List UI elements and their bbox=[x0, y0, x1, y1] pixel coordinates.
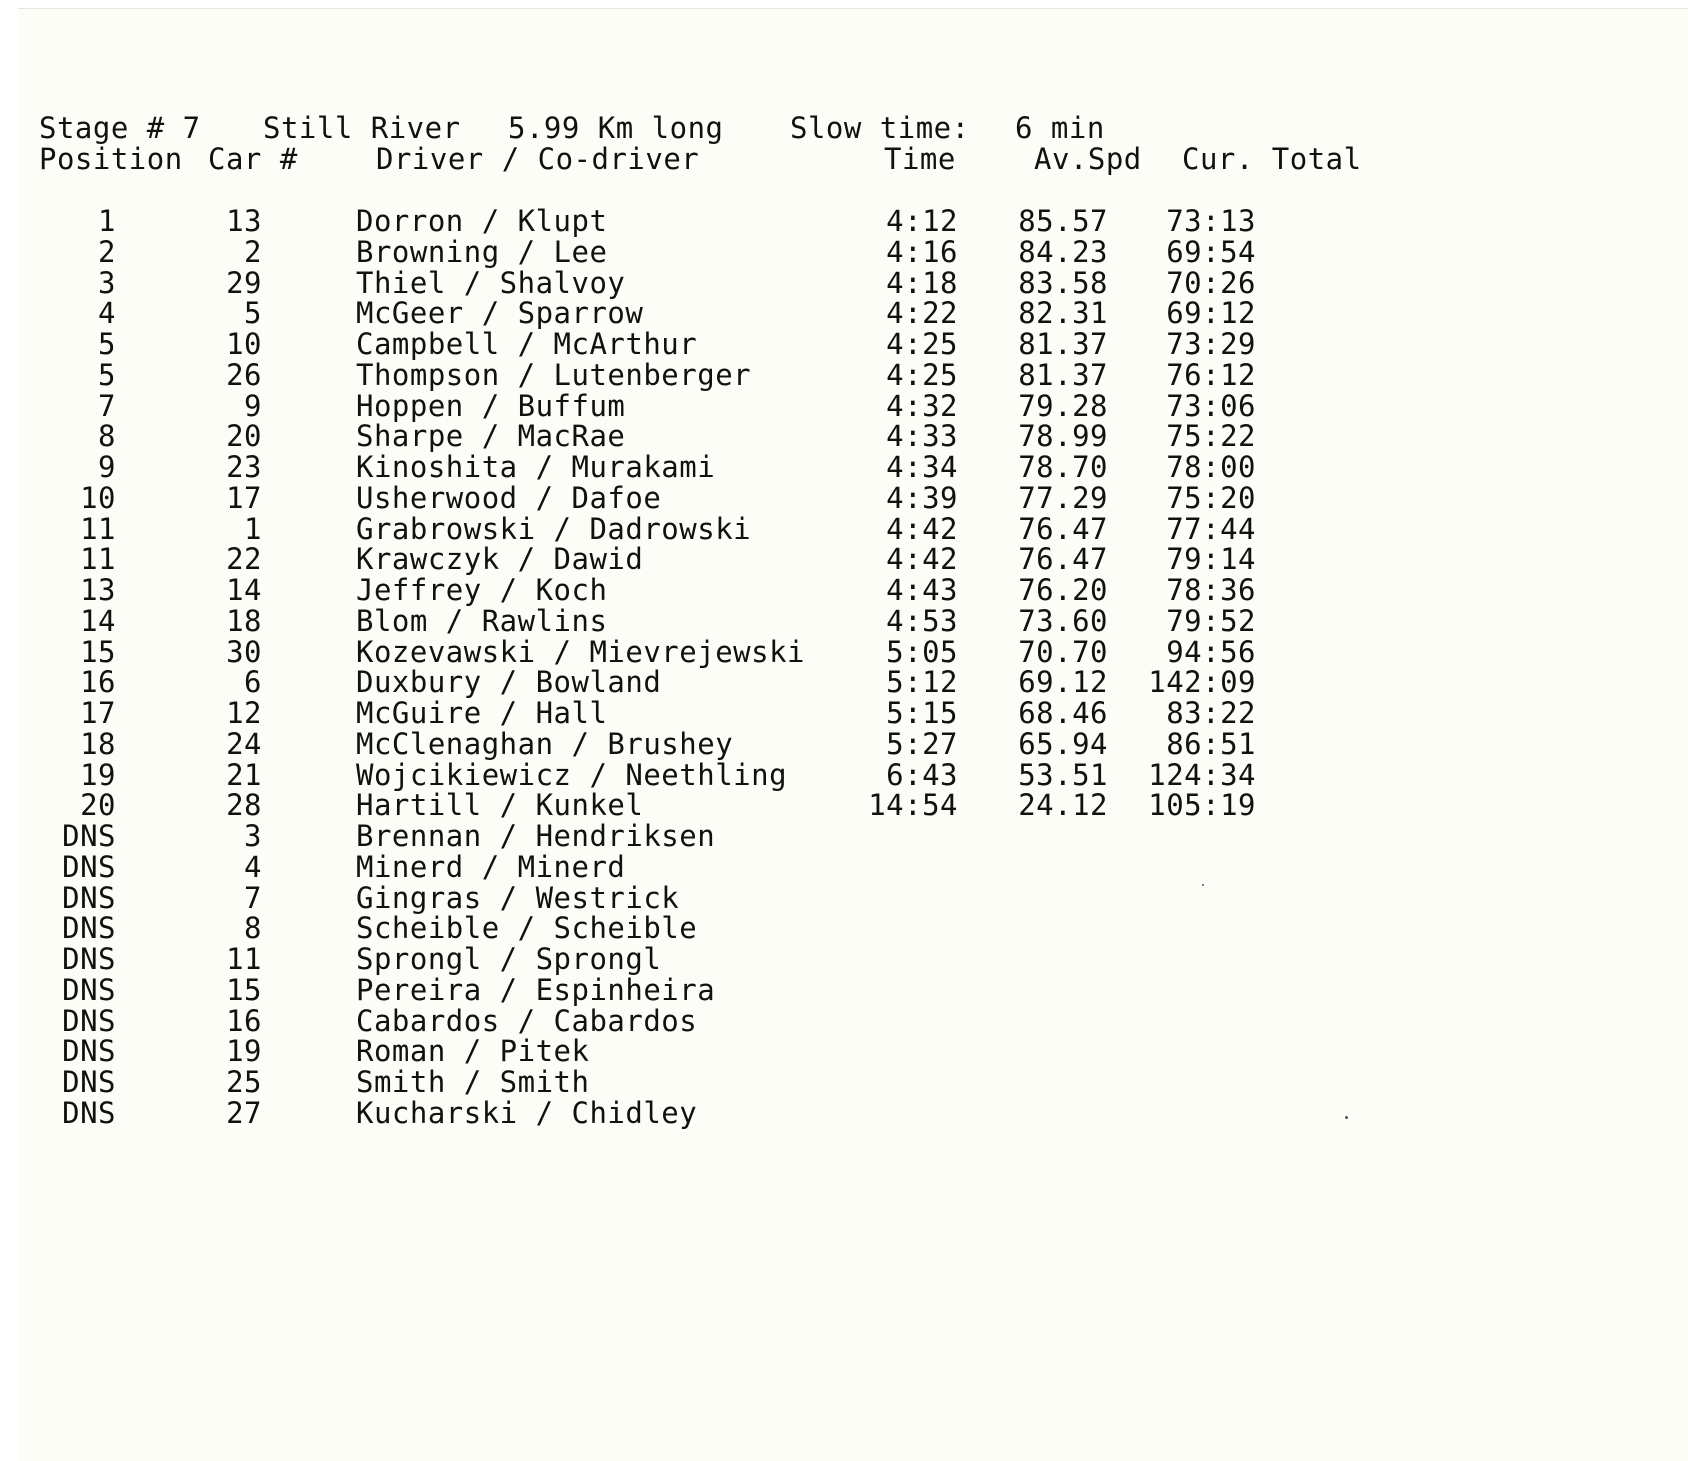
car-cell: 20 bbox=[226, 419, 262, 454]
total-cell: 86:51 bbox=[1166, 726, 1256, 761]
crew-cell: Dorron / Klupt bbox=[356, 204, 608, 238]
position-cell: 7 bbox=[98, 388, 116, 423]
position-cell: 16 bbox=[80, 665, 116, 700]
time-cell: 4:53 bbox=[886, 603, 958, 638]
position-cell: 9 bbox=[98, 450, 116, 484]
total-cell: 105:19 bbox=[1148, 788, 1256, 823]
car-cell: 24 bbox=[226, 726, 262, 761]
position-cell: 18 bbox=[80, 726, 116, 761]
car-cell: 26 bbox=[226, 357, 262, 392]
time-cell: 5:12 bbox=[886, 665, 958, 700]
table-row bbox=[18, 943, 1668, 976]
car-cell: 3 bbox=[244, 819, 262, 853]
crew-cell: Kinoshita / Murakami bbox=[356, 450, 716, 484]
speed-cell: 77.29 bbox=[1018, 480, 1108, 515]
table-row bbox=[18, 882, 1668, 915]
results-sheet bbox=[18, 8, 1688, 1461]
car-cell: 13 bbox=[226, 204, 262, 238]
table-row bbox=[18, 605, 1668, 638]
car-cell: 14 bbox=[226, 573, 262, 607]
crew-cell: Krawczyk / Dawid bbox=[356, 542, 644, 577]
total-cell: 75:20 bbox=[1166, 480, 1256, 515]
crew-cell: Duxbury / Bowland bbox=[356, 665, 662, 700]
table-row bbox=[18, 451, 1668, 484]
speed-cell: 82.31 bbox=[1018, 296, 1108, 331]
table-row bbox=[18, 820, 1668, 853]
table-row bbox=[18, 390, 1668, 423]
speed-cell: 76.47 bbox=[1018, 511, 1108, 546]
position-cell: DNS bbox=[62, 942, 116, 976]
position-cell: DNS bbox=[62, 880, 116, 915]
stage-number: Stage # 7 bbox=[39, 111, 201, 145]
position-cell: 11 bbox=[80, 542, 116, 577]
time-cell: 5:05 bbox=[886, 634, 958, 669]
total-cell: 73:13 bbox=[1166, 204, 1256, 238]
total-cell: 142:09 bbox=[1148, 665, 1256, 700]
crew-cell: Sharpe / MacRae bbox=[356, 419, 626, 454]
position-cell: 17 bbox=[80, 696, 116, 730]
position-cell: 14 bbox=[80, 603, 116, 638]
car-cell: 10 bbox=[226, 327, 262, 361]
position-cell: DNS bbox=[62, 1095, 116, 1130]
car-cell: 23 bbox=[226, 450, 262, 484]
position-cell: DNS bbox=[62, 1065, 116, 1099]
table-row bbox=[18, 267, 1668, 300]
total-cell: 69:54 bbox=[1166, 234, 1256, 269]
crew-cell: Pereira / Espinheira bbox=[356, 972, 716, 1007]
speed-cell: 81.37 bbox=[1018, 327, 1108, 361]
crew-cell: Hoppen / Buffum bbox=[356, 388, 626, 423]
stage-length: 5.99 Km long bbox=[508, 111, 724, 145]
table-row bbox=[18, 697, 1668, 730]
time-cell: 14:54 bbox=[868, 788, 958, 823]
speed-cell: 78.70 bbox=[1018, 450, 1108, 484]
speed-cell: 69.12 bbox=[1018, 665, 1108, 700]
position-cell: 2 bbox=[98, 234, 116, 269]
car-cell: 28 bbox=[226, 788, 262, 823]
car-cell: 16 bbox=[226, 1003, 262, 1038]
time-cell: 4:25 bbox=[886, 327, 958, 361]
car-cell: 12 bbox=[226, 696, 262, 730]
position-cell: DNS bbox=[62, 1034, 116, 1069]
crew-cell: Jeffrey / Koch bbox=[356, 573, 608, 607]
total-cell: 77:44 bbox=[1166, 511, 1256, 546]
crew-cell: Browning / Lee bbox=[356, 234, 608, 269]
time-cell: 4:39 bbox=[886, 480, 958, 515]
speed-cell: 76.47 bbox=[1018, 542, 1108, 577]
table-row bbox=[18, 574, 1668, 607]
total-cell: 76:12 bbox=[1166, 357, 1256, 392]
crew-cell: McClenaghan / Brushey bbox=[356, 726, 734, 761]
speed-cell: 73.60 bbox=[1018, 603, 1108, 638]
speed-cell: 83.58 bbox=[1018, 265, 1108, 300]
table-row bbox=[18, 328, 1668, 361]
car-cell: 8 bbox=[244, 911, 262, 946]
crew-cell: Usherwood / Dafoe bbox=[356, 480, 662, 515]
total-cell: 124:34 bbox=[1148, 757, 1256, 792]
position-cell: DNS bbox=[62, 911, 116, 946]
position-cell: 1 bbox=[98, 204, 116, 238]
total-cell: 73:06 bbox=[1166, 388, 1256, 423]
crew-cell: Minerd / Minerd bbox=[356, 849, 626, 884]
column-headers bbox=[18, 143, 1668, 176]
time-cell: 4:43 bbox=[886, 573, 958, 607]
time-cell: 4:33 bbox=[886, 419, 958, 454]
car-cell: 11 bbox=[226, 942, 262, 976]
table-row bbox=[18, 912, 1668, 945]
car-cell: 4 bbox=[244, 849, 262, 884]
crew-cell: Cabardos / Cabardos bbox=[356, 1003, 698, 1038]
time-cell: 4:25 bbox=[886, 357, 958, 392]
table-row bbox=[18, 1066, 1668, 1099]
position-cell: 11 bbox=[80, 511, 116, 546]
car-cell: 1 bbox=[244, 511, 262, 546]
time-cell: 4:16 bbox=[886, 234, 958, 269]
speed-cell: 79.28 bbox=[1018, 388, 1108, 423]
speed-cell: 81.37 bbox=[1018, 357, 1108, 392]
time-cell: 4:42 bbox=[886, 511, 958, 546]
table-row bbox=[18, 359, 1668, 392]
col-car: Car # bbox=[208, 142, 298, 176]
table-row bbox=[18, 666, 1668, 699]
crew-cell: Hartill / Kunkel bbox=[356, 788, 644, 823]
time-cell: 6:43 bbox=[886, 757, 958, 792]
table-row bbox=[18, 513, 1668, 546]
table-row bbox=[18, 482, 1668, 515]
speed-cell: 53.51 bbox=[1018, 757, 1108, 792]
car-cell: 19 bbox=[226, 1034, 262, 1069]
table-row bbox=[18, 236, 1668, 269]
car-cell: 5 bbox=[244, 296, 262, 331]
table-row bbox=[18, 205, 1668, 238]
total-cell: 79:52 bbox=[1166, 603, 1256, 638]
total-cell: 78:36 bbox=[1166, 573, 1256, 607]
crew-cell: Smith / Smith bbox=[356, 1065, 590, 1099]
crew-cell: Thompson / Lutenberger bbox=[356, 357, 752, 392]
crew-cell: Blom / Rawlins bbox=[356, 603, 608, 638]
position-cell: 5 bbox=[98, 357, 116, 392]
car-cell: 30 bbox=[226, 634, 262, 669]
car-cell: 21 bbox=[226, 757, 262, 792]
stage-header bbox=[18, 112, 1668, 145]
table-row bbox=[18, 297, 1668, 330]
col-cur-total: Cur. Total bbox=[1182, 142, 1362, 176]
table-row bbox=[18, 728, 1668, 761]
total-cell: 69:12 bbox=[1166, 296, 1256, 331]
time-cell: 4:22 bbox=[886, 296, 958, 331]
total-cell: 75:22 bbox=[1166, 419, 1256, 454]
crew-cell: McGuire / Hall bbox=[356, 696, 608, 730]
time-cell: 5:15 bbox=[886, 696, 958, 730]
position-cell: 8 bbox=[98, 419, 116, 454]
speed-cell: 65.94 bbox=[1018, 726, 1108, 761]
total-cell: 78:00 bbox=[1166, 450, 1256, 484]
car-cell: 25 bbox=[226, 1065, 262, 1099]
table-row bbox=[18, 543, 1668, 576]
car-cell: 27 bbox=[226, 1095, 262, 1130]
position-cell: 3 bbox=[98, 265, 116, 300]
table-row bbox=[18, 851, 1668, 884]
crew-cell: Roman / Pitek bbox=[356, 1034, 590, 1069]
car-cell: 6 bbox=[244, 665, 262, 700]
position-cell: DNS bbox=[62, 1003, 116, 1038]
col-avg-speed: Av.Spd bbox=[1034, 142, 1142, 176]
position-cell: 10 bbox=[80, 480, 116, 515]
table-row bbox=[18, 1005, 1668, 1038]
crew-cell: Brennan / Hendriksen bbox=[356, 819, 716, 853]
car-cell: 9 bbox=[244, 388, 262, 423]
crew-cell: Sprongl / Sprongl bbox=[356, 942, 662, 976]
table-row bbox=[18, 789, 1668, 822]
position-cell: 20 bbox=[80, 788, 116, 823]
car-cell: 22 bbox=[226, 542, 262, 577]
speed-cell: 84.23 bbox=[1018, 234, 1108, 269]
crew-cell: Kozevawski / Mievrejewski bbox=[356, 634, 805, 669]
paper-speck bbox=[1202, 884, 1204, 886]
car-cell: 29 bbox=[226, 265, 262, 300]
total-cell: 70:26 bbox=[1166, 265, 1256, 300]
position-cell: 19 bbox=[80, 757, 116, 792]
total-cell: 83:22 bbox=[1166, 696, 1256, 730]
total-cell: 73:29 bbox=[1166, 327, 1256, 361]
position-cell: 5 bbox=[98, 327, 116, 361]
position-cell: DNS bbox=[62, 849, 116, 884]
car-cell: 18 bbox=[226, 603, 262, 638]
col-time: Time bbox=[884, 142, 956, 176]
crew-cell: Grabrowski / Dadrowski bbox=[356, 511, 752, 546]
speed-cell: 78.99 bbox=[1018, 419, 1108, 454]
speed-cell: 68.46 bbox=[1018, 696, 1108, 730]
position-cell: DNS bbox=[62, 819, 116, 853]
crew-cell: Campbell / McArthur bbox=[356, 327, 698, 361]
table-row bbox=[18, 759, 1668, 792]
col-driver: Driver / Co-driver bbox=[376, 142, 700, 176]
time-cell: 4:18 bbox=[886, 265, 958, 300]
table-row bbox=[18, 974, 1668, 1007]
table-row bbox=[18, 1097, 1668, 1130]
speed-cell: 85.57 bbox=[1018, 204, 1108, 238]
time-cell: 5:27 bbox=[886, 726, 958, 761]
crew-cell: Kucharski / Chidley bbox=[356, 1095, 698, 1130]
table-row bbox=[18, 636, 1668, 669]
paper-speck bbox=[1345, 1116, 1348, 1119]
time-cell: 4:42 bbox=[886, 542, 958, 577]
stage-name: Still River bbox=[263, 111, 461, 145]
car-cell: 7 bbox=[244, 880, 262, 915]
car-cell: 17 bbox=[226, 480, 262, 515]
col-position: Position bbox=[39, 142, 183, 176]
time-cell: 4:32 bbox=[886, 388, 958, 423]
position-cell: 13 bbox=[80, 573, 116, 607]
position-cell: 15 bbox=[80, 634, 116, 669]
table-row bbox=[18, 420, 1668, 453]
table-row bbox=[18, 1035, 1668, 1068]
crew-cell: Thiel / Shalvoy bbox=[356, 265, 626, 300]
speed-cell: 24.12 bbox=[1018, 788, 1108, 823]
car-cell: 15 bbox=[226, 972, 262, 1007]
slow-time-value: 6 min bbox=[1015, 111, 1105, 145]
crew-cell: Scheible / Scheible bbox=[356, 911, 698, 946]
position-cell: 4 bbox=[98, 296, 116, 331]
total-cell: 94:56 bbox=[1166, 634, 1256, 669]
speed-cell: 70.70 bbox=[1018, 634, 1108, 669]
position-cell: DNS bbox=[62, 972, 116, 1007]
time-cell: 4:34 bbox=[886, 450, 958, 484]
crew-cell: Wojcikiewicz / Neethling bbox=[356, 757, 788, 792]
crew-cell: Gingras / Westrick bbox=[356, 880, 680, 915]
speed-cell: 76.20 bbox=[1018, 573, 1108, 607]
total-cell: 79:14 bbox=[1166, 542, 1256, 577]
car-cell: 2 bbox=[244, 234, 262, 269]
crew-cell: McGeer / Sparrow bbox=[356, 296, 644, 331]
time-cell: 4:12 bbox=[886, 204, 958, 238]
slow-time-label: Slow time: bbox=[790, 111, 970, 145]
